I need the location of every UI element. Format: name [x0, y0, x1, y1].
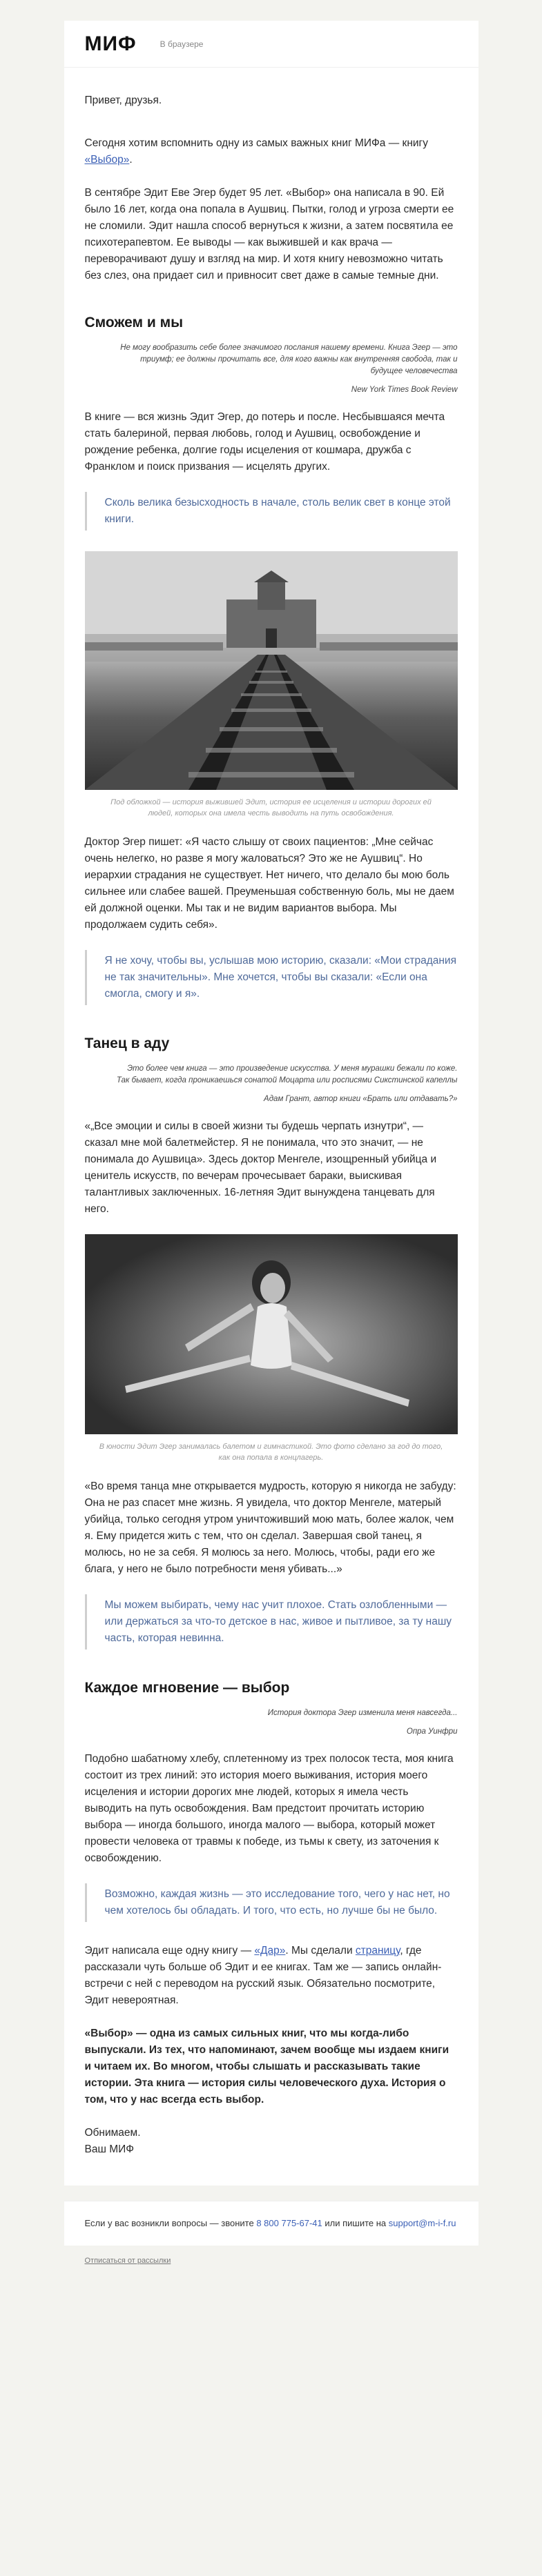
- railway-illustration: [85, 551, 458, 790]
- phone-link[interactable]: 8 800 775-67-41: [256, 2218, 322, 2228]
- section3-paragraph-3: «Выбор» — одна из самых сильных книг, что мы когда-либо выпускали. Из тех, что напоминают, зачем вообще мы издаем книги и читаем их. Во многом, чтобы слышать и рассказывать такие истории. Эта книга — история силы человеческого духа. История о том, что у нас всегда есть выбор.: [84, 2028, 449, 2106]
- section-title-1: Сможем и мы: [84, 315, 184, 330]
- section1-paragraph-2: Доктор Эгер пишет: «Я часто слышу от своих пациентов: „Мне сейчас очень нелегко, но разве я могу жаловаться? Это же не Аушвиц“. Но иерархии страдания не существует. Нет ничего, что делало бы мою боль сильнее или слабее вашей. Преуменьшая собственную боль, мы не даем ей должной оценки. Мы так и не видим вариантов выбора. Мы продолжаем судить себя».: [84, 836, 454, 931]
- quote-4: Возможно, каждая жизнь — это исследование того, чего у нас нет, но чем хотелось бы обладать. И того, что есть, но лучше бы не было.: [85, 1883, 458, 1922]
- logo-text: МИФ: [84, 32, 137, 55]
- email-card: [64, 21, 478, 2186]
- support-email-link[interactable]: support@m-i-f.ru: [388, 2218, 456, 2228]
- gymnast-illustration: [85, 1234, 458, 1434]
- open-in-browser-link[interactable]: В браузере: [159, 39, 204, 49]
- photo-caption-2: В юности Эдит Эгер занималась балетом и гимнастикой. Это фото сделано за год до того, как она попала в концлагерь.: [99, 1443, 443, 1462]
- section2-paragraph-1: «„Все эмоции и силы в своей жизни ты будешь черпать изнутри“, — сказал мне мой балетмейстер. Я не понимала, что это значит, — не понимала до Аушвица». Здесь доктор Менгеле, изощренный убийца и ценитель искусств, по вечерам прочесывает бараки, выискивая талантливых заключенных. 16-летняя Эдит вынуждена танцевать для него.: [84, 1120, 437, 1215]
- section-title-2: Танец в аду: [84, 1036, 170, 1051]
- vybor-book-link[interactable]: «Выбор»: [84, 154, 130, 166]
- signature-line-1: Обнимаем.: [84, 2127, 141, 2139]
- intro-paragraph-1: Сегодня хотим вспомнить одну из самых важных книг МИФа — книгу «Выбор».: [84, 137, 428, 166]
- auschwitz-railway-photo: [85, 551, 458, 790]
- edith-page-link[interactable]: страницу: [355, 1945, 400, 1956]
- photo-caption-1: Под обложкой — история выжившей Эдит, история ее исцеления и истории дорогих ей людей, которых она имела честь выводить на путь освобождения.: [110, 798, 432, 818]
- mif-logo[interactable]: [85, 32, 137, 56]
- edith-gymnastics-photo: [85, 1234, 458, 1434]
- epigraph-source-1: New York Times Book Review: [351, 386, 458, 394]
- quote-1: Сколь велика безысходность в начале, столь велик свет в конце этой книги.: [85, 492, 458, 531]
- section-title-3: Каждое мгновение — выбор: [84, 1680, 290, 1696]
- unsubscribe-link[interactable]: Отписаться от рассылки: [84, 2257, 171, 2265]
- epigraph-3: История доктора Эгер изменила меня навсегда...: [267, 1709, 458, 1717]
- quote-2: Я не хочу, чтобы вы, услышав мою историю, сказали: «Мои страдания не так значительны». Мне хочется, чтобы вы сказали: «Если она смогла, смогу и я».: [85, 950, 458, 1005]
- footer-contact-text: Если у вас возникли вопросы — звоните 8 800 775-67-41 или пишите на support@m-i-f.ru: [84, 2218, 456, 2228]
- quote-3: Мы можем выбирать, чему нас учит плохое. Стать озлобленными — или держаться за что-то детское в нас, живое и пытливое, за ту нашу часть, которая невинна.: [85, 1594, 458, 1649]
- intro-paragraph-2: В сентябре Эдит Еве Эгер будет 95 лет. «Выбор» она написала в 90. Ей было 16 лет, когда она попала в Аушвиц. Пытки, голод и угроза смерти ее не сломили. Эдит нашла способ вернуться к жизни, а затем посвятила ее психотерапевтом. Ее выводы — как выжившей и как врача — переворачивают душу и взгляд на мир. И хотя книгу невозможно читать без слез, она придает сил и привносит свет даже в самые темные дни.: [84, 187, 454, 281]
- section2-paragraph-2: «Во время танца мне открывается мудрость, которую я никогда не забуду: Она не раз спасет мне жизнь. Я увидела, что доктор Менгеле, матерый убийца, только сегодня утром уничтоживший мою мать, более жалок, чем я. Ему придется жить с тем, что он сделал. Завершая свой танец, я молюсь, но не за себя. Я молюсь за него. Молюсь, чтобы, ради его же блага, у него не было потребности меня убивать...»: [84, 1480, 456, 1575]
- greeting: Привет, друзья.: [84, 95, 162, 106]
- epigraph-source-3: Опра Уинфри: [406, 1727, 458, 1736]
- epigraph-2: Это более чем книга — это произведение искусства. У меня мурашки бежали по коже. Так бывает, когда проникаешься сонатой Моцарта или росписями Сикстинской капеллы: [116, 1064, 458, 1084]
- email-content: [64, 68, 478, 2186]
- epigraph-source-2: Адам Грант, автор книги «Брать или отдавать?»: [264, 1095, 458, 1103]
- email-header: [64, 21, 478, 68]
- signature-line-2: Ваш МИФ: [84, 2143, 135, 2155]
- section1-paragraph-1: В книге — вся жизнь Эдит Эгер, до потерь и после. Несбывшаяся мечта стать балериной, первая любовь, голод и Аушвиц, освобождение и рождение ребенка, долгие годы исцеления от кошмара, дружба с Франклом и поиск призвания — исцелять других.: [84, 411, 445, 473]
- email-footer: [64, 2201, 478, 2246]
- section3-paragraph-1: Подобно шабатному хлебу, сплетенному из трех полосок теста, моя книга состоит из трех линий: это история моего выживания, история моего исцеления и истории дорогих мне людей, которых я имела честь выводить на путь освобождения. Вам предстоит прочитать историю выбора — иногда большого, иногда малого — выбора, который может провести человека от травмы к победе, из тьмы к свету, из заточения к освобождению.: [84, 1753, 454, 1864]
- signature: [85, 2125, 458, 2158]
- epigraph-1: Не могу вообразить себе более значимого послания нашему времени. Книга Эгер — это триумф; ее должны прочитать все, для кого важны как внутренняя свобода, так и будущее человечества: [120, 344, 458, 375]
- dar-book-link[interactable]: «Дар»: [254, 1945, 286, 1956]
- section3-paragraph-2: Эдит написала еще одну книгу — «Дар». Мы сделали страницу, где рассказали чуть больше об Эдит и ее книгах. Там же — запись онлайн-встречи с ней с переводом на русский язык. Обязательно посмотрите, Эдит невероятная.: [84, 1945, 442, 2006]
